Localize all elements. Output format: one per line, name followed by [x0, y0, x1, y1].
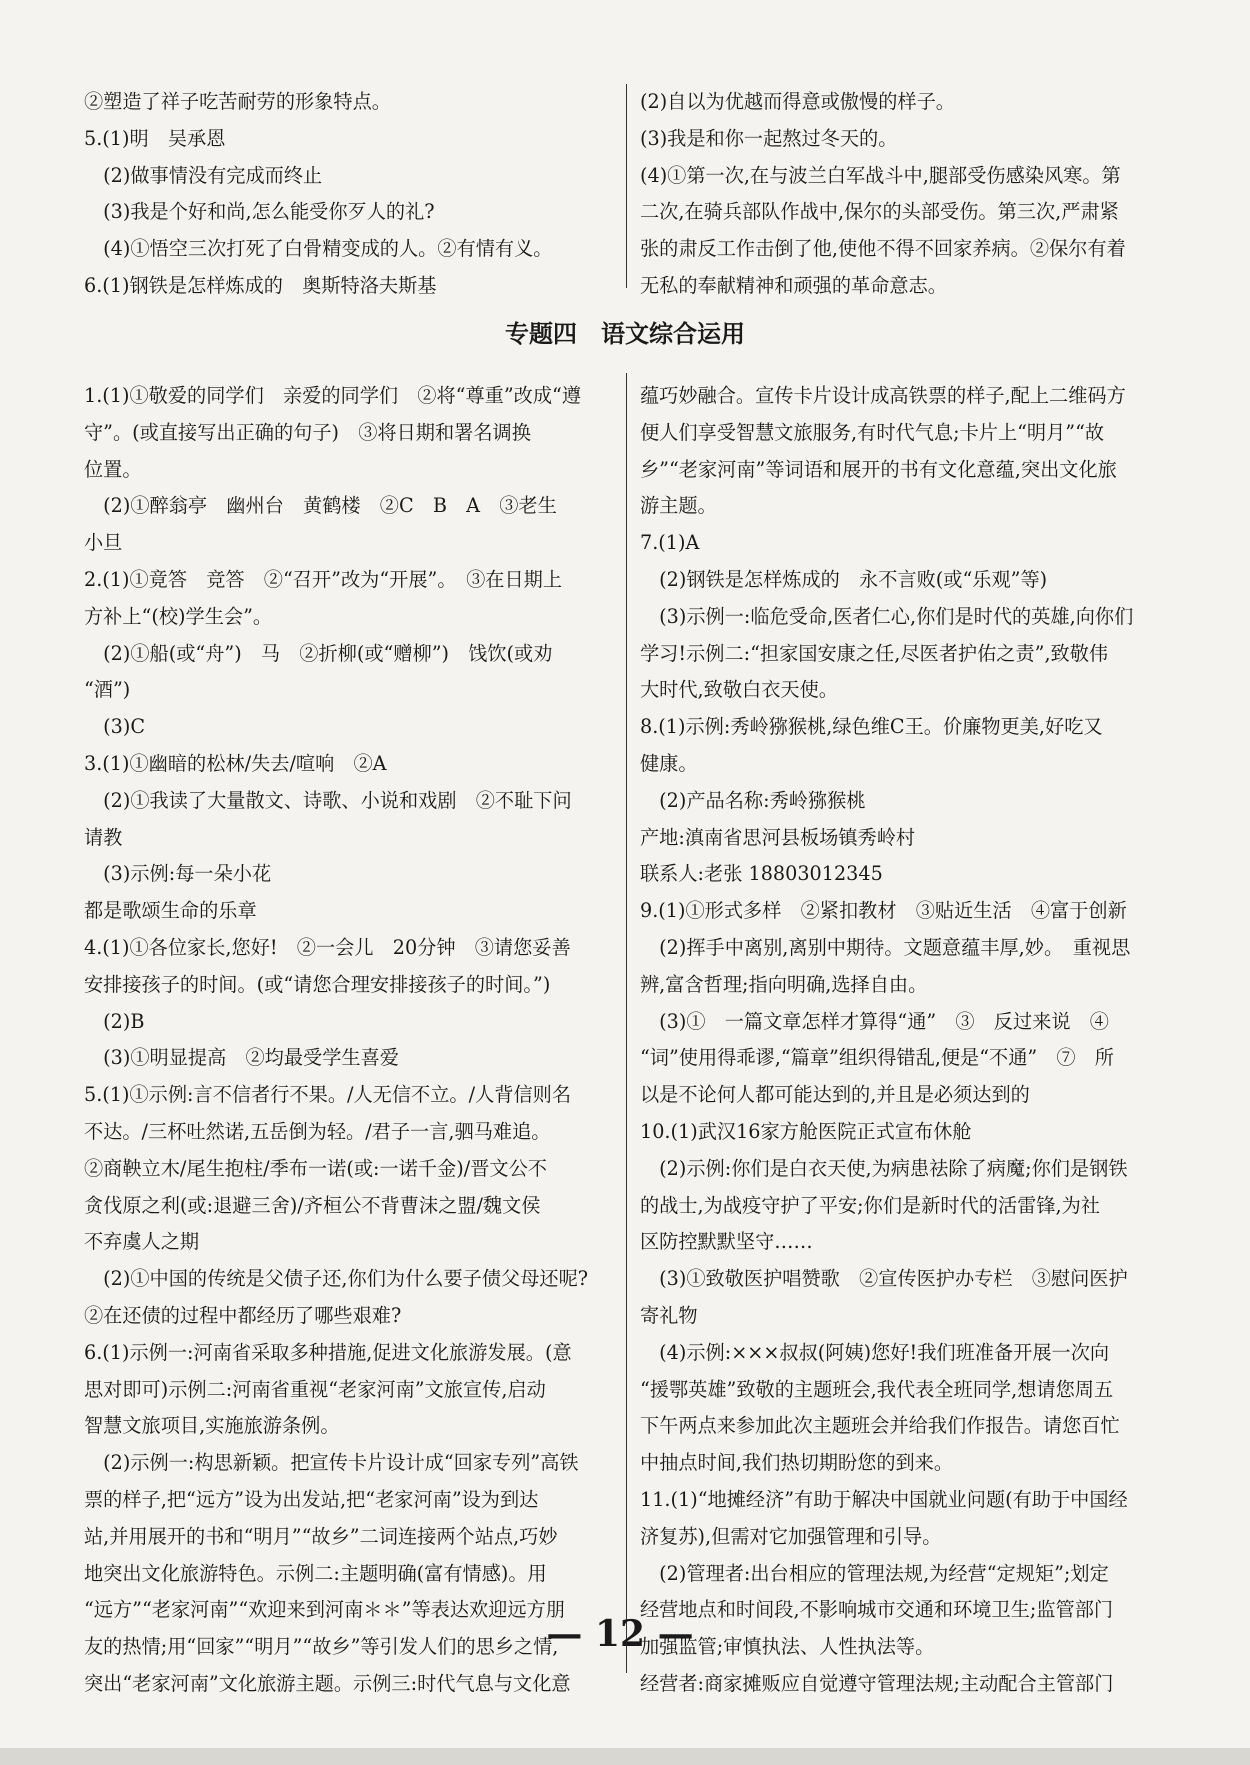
text-line: 3.(1)①幽暗的松林/失去/喧响 ②A — [84, 751, 387, 775]
column-divider-bottom — [626, 373, 627, 1673]
text-line: 小旦 — [84, 531, 123, 555]
text-line: 突出“老家河南”文化旅游主题。示例三:时代气息与文化意 — [84, 1671, 571, 1695]
text-line: ②在还债的过程中都经历了哪些艰难? — [84, 1303, 402, 1327]
text-line: 友的热情;用“回家”“明月”“故乡”等引发人们的思乡之情, — [84, 1635, 559, 1659]
text-line: (2)①我读了大量散文、诗歌、小说和戏剧 ②不耻下问 — [84, 788, 572, 812]
text-line: 产地:滇南省思河县板场镇秀岭村 — [640, 825, 916, 849]
text-line: 联系人:老张 18803012345 — [640, 862, 883, 886]
text-line: 经营地点和时间段,不影响城市交通和环境卫生;监管部门 — [640, 1598, 1114, 1622]
text-line: 健康。 — [640, 751, 698, 775]
text-line: 以是不论何人都可能达到的,并且是必须达到的 — [640, 1083, 1030, 1107]
text-line: 辨,富含哲理;指向明确,选择自由。 — [640, 972, 928, 996]
text-line: ②商鞅立木/尾生抱柱/季布一诺(或:一诺千金)/晋文公不 — [84, 1156, 547, 1180]
text-line: 请教 — [84, 825, 123, 849]
text-line: 二次,在骑兵部队作战中,保尔的头部受伤。第三次,严肃紧 — [640, 200, 1119, 224]
text-line: 无私的奉献精神和顽强的革命意志。 — [640, 273, 947, 297]
text-line: 不弃虞人之期 — [84, 1230, 200, 1254]
text-line: (2)①醉翁亭 幽州台 黄鹤楼 ②C B A ③老生 — [84, 494, 557, 518]
text-line: 经营者:商家摊贩应自觉遵守管理法规;主动配合主管部门 — [640, 1671, 1114, 1695]
text-line: (2)钢铁是怎样炼成的 永不言败(或“乐观”等) — [640, 567, 1048, 591]
top-left-column — [84, 84, 614, 305]
text-line: (2)产品名称:秀岭猕猴桃 — [640, 788, 866, 812]
text-line: 便人们享受智慧文旅服务,有时代气息;卡片上“明月”“故 — [640, 420, 1105, 444]
text-line: (3)①致敬医护唱赞歌 ②宣传医护办专栏 ③慰问医护 — [640, 1267, 1128, 1291]
text-line: (3)① 一篇文章怎样才算得“通” ③ 反过来说 ④ — [640, 1009, 1109, 1033]
text-line: 中抽点时间,我们热切期盼您的到来。 — [640, 1451, 954, 1475]
text-line: (3)我是和你一起熬过冬天的。 — [640, 126, 898, 150]
text-line: 下午两点来参加此次主题班会并给我们作报告。请您百忙 — [640, 1414, 1120, 1438]
bottom-left-column — [84, 378, 619, 1703]
text-line: 票的样子,把“远方”设为出发站,把“老家河南”设为到达 — [84, 1487, 539, 1511]
text-line: 方补上“(校)学生会”。 — [84, 604, 273, 628]
text-line: “酒”) — [84, 678, 131, 702]
text-line: 5.(1)①示例:言不信者行不果。/人无信不立。/人背信则名 — [84, 1083, 572, 1107]
page-number: — 12 — — [546, 1613, 694, 1655]
text-line: (3)我是个好和尚,怎么能受你歹人的礼? — [84, 200, 435, 224]
text-line: (2)挥手中离别,离别中期待。文题意蕴丰厚,妙。 重视思 — [640, 935, 1131, 959]
text-line: 地突出文化旅游特色。示例二:主题明确(富有情感)。用 — [84, 1561, 547, 1585]
text-line: (3)C — [84, 715, 146, 739]
text-line: ②塑造了祥子吃苦耐劳的形象特点。 — [84, 90, 391, 113]
text-line: 5.(1)明 吴承恩 — [84, 126, 226, 150]
text-line: 贪伐原之利(或:退避三舍)/齐桓公不背曹沫之盟/魏文侯 — [84, 1193, 541, 1217]
text-line: (2)①中国的传统是父债子还,你们为什么要子债父母还呢? — [84, 1267, 589, 1291]
text-line: 寄礼物 — [640, 1303, 698, 1327]
text-line: (4)①悟空三次打死了白骨精变成的人。②有情有义。 — [84, 237, 553, 261]
text-line: 大时代,致敬白衣天使。 — [640, 678, 838, 702]
text-line: 智慧文旅项目,实施旅游条例。 — [84, 1414, 340, 1438]
column-divider-top — [626, 84, 627, 288]
text-line: (4)①第一次,在与波兰白军战斗中,腿部受伤感染风寒。第 — [640, 163, 1121, 187]
text-line: 8.(1)示例:秀岭猕猴桃,绿色维C王。价廉物更美,好吃又 — [640, 715, 1103, 739]
section-title: 专题四 语文综合运用 — [505, 320, 745, 348]
text-line: 守”。(或直接写出正确的句子) ③将日期和署名调换 — [84, 420, 531, 444]
text-line: 的战士,为战疫守护了平安;你们是新时代的活雷锋,为社 — [640, 1193, 1100, 1217]
text-line: (4)示例:×××叔叔(阿姨)您好!我们班准备开展一次向 — [640, 1340, 1110, 1364]
text-line: 济复苏),但需对它加强管理和引导。 — [640, 1524, 942, 1548]
text-line: (3)①明显提高 ②均最受学生喜爱 — [84, 1046, 399, 1070]
text-line: 学习!示例二:“担家国安康之任,尽医者护佑之责”,致敬伟 — [640, 641, 1109, 665]
text-line: (2)自以为优越而得意或傲慢的样子。 — [640, 90, 955, 113]
text-line: 4.(1)①各位家长,您好! ②一会儿 20分钟 ③请您妥善 — [84, 935, 571, 959]
text-line: (2)示例一:构思新颖。把宣传卡片设计成“回家专列”高铁 — [84, 1451, 579, 1475]
text-line: (2)B — [84, 1009, 145, 1033]
text-line: 10.(1)武汉16家方舱医院正式宣布休舱 — [640, 1119, 972, 1143]
text-line: 游主题。 — [640, 494, 717, 518]
bottom-right-column — [640, 378, 1160, 1703]
text-line: 6.(1)示例一:河南省采取多种措施,促进文化旅游发展。(意 — [84, 1340, 572, 1364]
text-line: 张的肃反工作击倒了他,使他不得不回家养病。②保尔有着 — [640, 237, 1126, 261]
text-line: 区防控默默坚守…… — [640, 1230, 813, 1254]
text-line: 加强监管;审慎执法、人性执法等。 — [640, 1635, 935, 1659]
text-line: 站,并用展开的书和“明月”“故乡”二词连接两个站点,巧妙 — [84, 1524, 558, 1548]
text-line: “援鄂英雄”致敬的主题班会,我代表全班同学,想请您周五 — [640, 1377, 1114, 1401]
text-line: 1.(1)①敬爱的同学们 亲爱的同学们 ②将“尊重”改成“遵 — [84, 384, 582, 407]
text-line: (2)做事情没有完成而终止 — [84, 163, 323, 187]
text-line: (3)示例一:临危受命,医者仁心,你们是时代的英雄,向你们 — [640, 604, 1134, 628]
text-line: 9.(1)①形式多样 ②紧扣教材 ③贴近生活 ④富于创新 — [640, 899, 1127, 923]
text-line: 安排接孩子的时间。(或“请您合理安排接孩子的时间。”) — [84, 972, 551, 996]
text-line: 7.(1)A — [640, 531, 700, 555]
text-line: 不达。/三杯吐然诺,五岳倒为轻。/君子一言,驷马难追。 — [84, 1119, 551, 1143]
text-line: “远方”“老家河南”“欢迎来到河南＊＊”等表达欢迎远方朋 — [84, 1598, 565, 1622]
text-line: (3)示例:每一朵小花 — [84, 862, 272, 886]
text-line: 思对即可)示例二:河南省重视“老家河南”文旅宣传,启动 — [84, 1377, 546, 1401]
top-right-column — [640, 84, 1160, 305]
page-bottom-edge — [0, 1748, 1250, 1765]
text-line: 位置。 — [84, 457, 142, 481]
text-line: (2)①船(或“舟”) 马 ②折柳(或“赠柳”) 饯饮(或劝 — [84, 641, 553, 665]
text-line: 蕴巧妙融合。宣传卡片设计成高铁票的样子,配上二维码方 — [640, 384, 1126, 407]
text-line: 6.(1)钢铁是怎样炼成的 奥斯特洛夫斯基 — [84, 273, 437, 297]
text-line: (2)管理者:出台相应的管理法规,为经营“定规矩”;划定 — [640, 1561, 1109, 1585]
text-line: “词”使用得乖谬,“篇章”组织得错乱,便是“不通” ⑦ 所 — [640, 1046, 1114, 1070]
text-line: 都是歌颂生命的乐章 — [84, 899, 257, 923]
text-line: 乡”“老家河南”等词语和展开的书有文化意蕴,突出文化旅 — [640, 457, 1117, 481]
text-line: (2)示例:你们是白衣天使,为病患祛除了病魔;你们是钢铁 — [640, 1156, 1128, 1180]
text-line: 11.(1)“地摊经济”有助于解决中国就业问题(有助于中国经 — [640, 1487, 1128, 1511]
text-line: 2.(1)①竟答 竞答 ②“召开”改为“开展”。 ③在日期上 — [84, 567, 563, 591]
